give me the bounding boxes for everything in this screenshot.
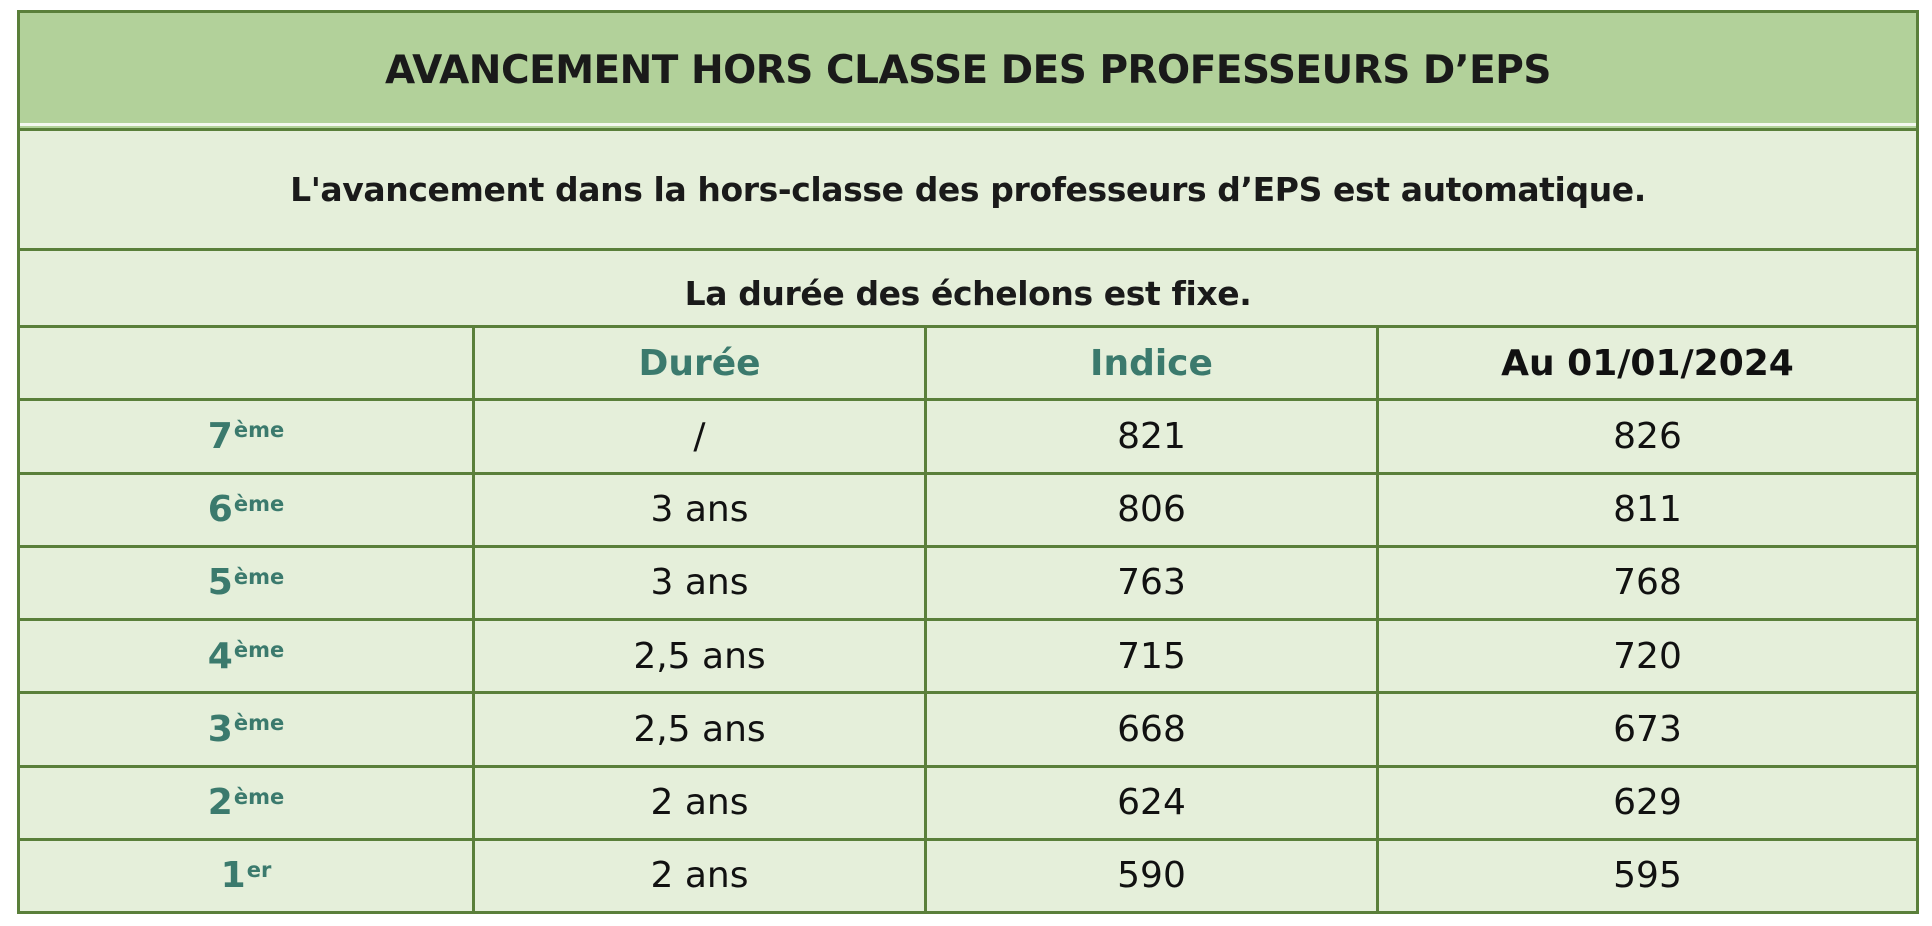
- au-2024-cell: 811: [1376, 472, 1916, 545]
- header-empty-cell: [20, 325, 472, 398]
- header-indice: Indice: [924, 325, 1376, 398]
- duree-cell: 2 ans: [472, 838, 924, 911]
- header-duree: Durée: [472, 325, 924, 398]
- au-2024-cell: 826: [1376, 398, 1916, 471]
- header-au-2024: Au 01/01/2024: [1376, 325, 1916, 398]
- indice-cell: 806: [924, 472, 1376, 545]
- au-2024-cell: 720: [1376, 618, 1916, 691]
- au-2024-cell: 768: [1376, 545, 1916, 618]
- indice-cell: 590: [924, 838, 1376, 911]
- indice-cell: 715: [924, 618, 1376, 691]
- echelon-cell: [20, 398, 472, 471]
- echelon-suffix: ème: [233, 564, 285, 589]
- echelon-cell: [20, 618, 472, 691]
- echelon-number: 1: [220, 855, 246, 897]
- indice-cell: 624: [924, 765, 1376, 838]
- duree-cell: /: [472, 398, 924, 471]
- au-2024-cell: 673: [1376, 691, 1916, 764]
- indice-cell: 763: [924, 545, 1376, 618]
- echelon-suffix: ème: [233, 418, 285, 443]
- echelon-number: 5: [207, 562, 233, 604]
- echelon-number: 4: [207, 635, 233, 677]
- echelon-cell: [20, 545, 472, 618]
- echelon-cell: [20, 691, 472, 764]
- duree-cell: 3 ans: [472, 472, 924, 545]
- echelon-suffix: er: [246, 857, 272, 882]
- table-note: La durée des échelons est fixe.: [684, 273, 1252, 313]
- duree-cell: 2,5 ans: [472, 618, 924, 691]
- table-subtitle: L'avancement dans la hors-classe des professeurs d’EPS est automatique.: [20, 131, 1916, 251]
- indice-cell: 668: [924, 691, 1376, 764]
- echelon-number: 2: [207, 782, 233, 824]
- echelon-cell: [20, 472, 472, 545]
- au-2024-cell: 629: [1376, 765, 1916, 838]
- echelon-suffix: ème: [233, 638, 285, 663]
- table-title: AVANCEMENT HORS CLASSE DES PROFESSEURS D’EPS: [20, 13, 1916, 131]
- echelon-number: 6: [207, 489, 233, 531]
- echelon-cell: [20, 838, 472, 911]
- echelon-number: 7: [207, 415, 233, 457]
- au-2024-cell: 595: [1376, 838, 1916, 911]
- salary-grid-table: [17, 10, 1919, 914]
- echelon-cell: [20, 765, 472, 838]
- duree-cell: 3 ans: [472, 545, 924, 618]
- table-grid: [20, 325, 1916, 911]
- duree-cell: 2 ans: [472, 765, 924, 838]
- echelon-suffix: ème: [233, 491, 285, 516]
- duree-cell: 2,5 ans: [472, 691, 924, 764]
- echelon-suffix: ème: [233, 711, 285, 736]
- indice-cell: 821: [924, 398, 1376, 471]
- echelon-number: 3: [207, 708, 233, 750]
- echelon-suffix: ème: [233, 784, 285, 809]
